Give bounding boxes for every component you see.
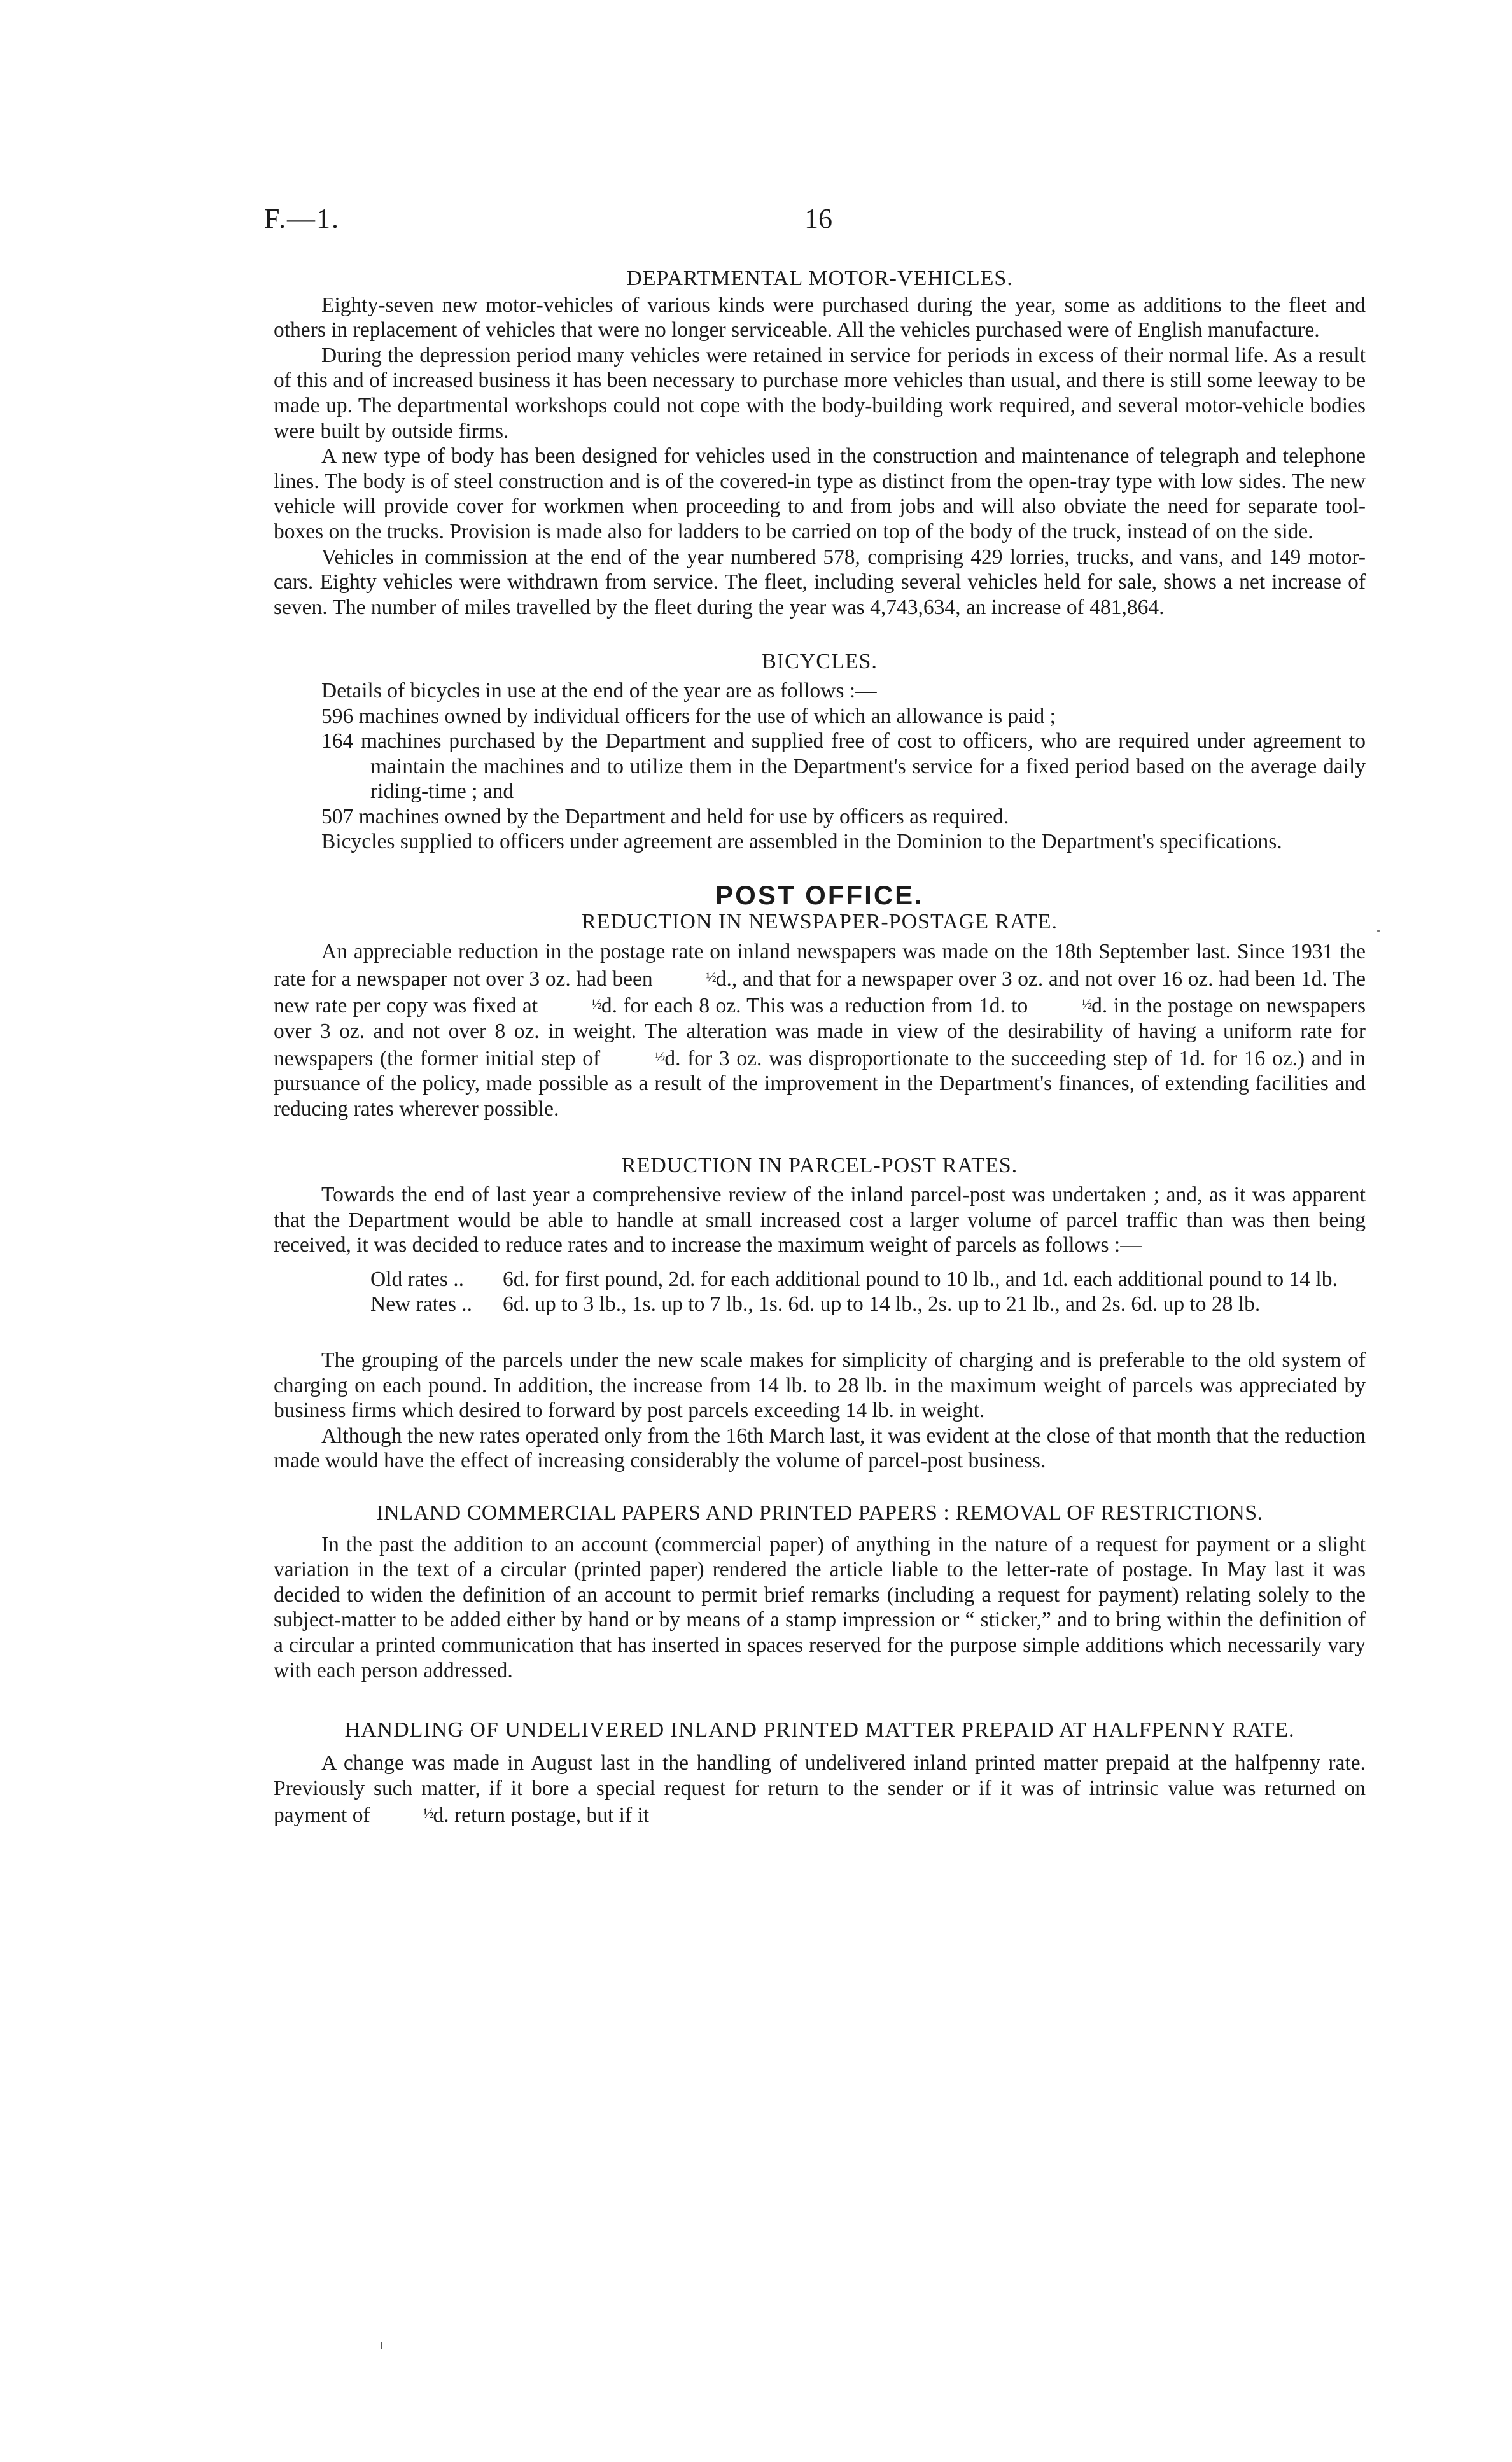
paragraph: A new type of body has been designed for vehicles used in the construction and maintenance of telegraph and telephone lines. The body is of steel construction and is of the covered-in type as distinct from the open-tray type with low sides. The new vehicle will provide cover for workmen when proceeding to and from jobs and will also obviate the need for separate tool-boxes on the trucks. Provision is made also for ladders to be carried on top of the body of the truck, instead of on the side. [274, 444, 1366, 543]
page-number: 16 [804, 203, 832, 234]
scan-speck [1377, 930, 1380, 932]
paragraph: Details of bicycles in use at the end of the year are as follows :— [321, 678, 877, 703]
rate-text: 6d. up to 3 lb., 1s. up to 7 lb., 1s. 6d. up to 14 lb., 2s. up to 21 lb., and 2s. 6d. up to 28 lb. [503, 1292, 1261, 1317]
paragraph: During the depression period many vehicles were retained in service for periods in excess of their normal life. As a result of this and of increased business it has been necessary to purchase more vehicles than usual, and there is still some leeway to be made up. The departmental workshops could not cope with the body-building work required, and several motor-vehicle bodies were built by outside firms. [274, 343, 1366, 443]
page-reference: F.—1. [264, 203, 340, 234]
section-heading-commercial-papers: INLAND COMMERCIAL PAPERS AND PRINTED PAPERS : REMOVAL OF RESTRICTIONS. [376, 1500, 1263, 1525]
rate-row-new [370, 1292, 1366, 1317]
paragraph: Vehicles in commission at the end of the year numbered 578, comprising 429 lorries, trucks, and vans, and 149 motor-cars. Eighty vehicles were withdrawn from service. The fleet, including several vehicles held for sale, shows a net increase of seven. The number of miles travelled by the fleet during the year was 4,743,634, an increase of 481,864. [274, 545, 1366, 619]
paragraph: Eighty-seven new motor-vehicles of various kinds were purchased during the year, some as additions to the fleet and others in replacement of vehicles that were no longer serviceable. All the vehicles purchased were of English manufacture. [274, 293, 1366, 342]
paragraph: In the past the addition to an account (commercial paper) of anything in the nature of a request for payment or a slight variation in the text of a circular (printed paper) rendered the article liable to the letter-rate of postage. In May last it was decided to widen the definition of an account to permit brief remarks (including a request for payment) relating solely to the subject-matter to be added either by hand or by means of a stamp impression or “ sticker,” and to bring within the definition of a circular a printed communication that has inserted in spaces reserved for the purpose simple additions which necessarily vary with each person addressed. [274, 1532, 1366, 1682]
paragraph: The grouping of the parcels under the new scale makes for simplicity of charging and is preferable to the old system of charging on each pound. In addition, the increase from 14 lb. to 28 lb. in the maximum weight of parcels was appreciated by business firms which desired to forward by post parcels exceeding 14 lb. in weight. [274, 1348, 1366, 1423]
paragraph: Bicycles supplied to officers under agreement are assembled in the Dominion to the Department's specifications. [321, 830, 1282, 854]
paragraph: Towards the end of last year a comprehensive review of the inland parcel-post was undertaken ; and, as it was apparent that the Department would be able to handle at small increased cost a larger volume of parcel traffic than was then being received, it was decided to reduce rates and to increase the maximum weight of parcels as follows :— [274, 1183, 1366, 1257]
fraction-half: ½ [1081, 996, 1092, 1012]
page-content [274, 266, 1366, 1828]
fraction-half: ½ [654, 1048, 665, 1065]
section-heading-undelivered-matter: HANDLING OF UNDELIVERED INLAND PRINTED MATTER PREPAID AT HALFPENNY RATE. [344, 1718, 1295, 1742]
paragraph: Although the new rates operated only from the 16th March last, it was evident at the close of that month that the reduction made would have the effect of increasing considerably the volume of parcel-post business. [274, 1423, 1366, 1473]
fraction-half: ½ [423, 1805, 433, 1822]
bicycle-list [274, 704, 1366, 830]
section-heading-motor-vehicles: DEPARTMENTAL MOTOR-VEHICLES. [626, 267, 1013, 290]
fraction-half: ½ [591, 996, 601, 1012]
scan-speck [381, 2342, 382, 2349]
section-heading-post-office: POST OFFICE. [715, 880, 924, 911]
rate-label: Old rates .. [370, 1267, 464, 1291]
rate-row-old [370, 1267, 1366, 1292]
fraction-half: ½ [706, 969, 716, 985]
list-item: 507 machines owned by the Department and held for use by officers as required. [321, 804, 1009, 829]
list-item: 596 machines owned by individual officers for the use of which an allowance is paid ; [321, 704, 1056, 728]
section-heading-newspaper-postage: REDUCTION IN NEWSPAPER-POSTAGE RATE. [582, 909, 1058, 934]
paragraph: A change was made in August last in the handling of undelivered inland printed matter prepaid at the halfpenny rate. Previously such matter, if it bore a special request for return to the sender or if it was of intrinsic value was returned on payment of ½d. return postage, but if it [274, 1751, 1366, 1828]
rate-label: New rates .. [370, 1292, 472, 1317]
section-heading-bicycles: BICYCLES. [762, 650, 878, 674]
rate-text: 6d. for first pound, 2d. for each additional pound to 10 lb., and 1d. each additional pound to 14 lb. [503, 1267, 1338, 1291]
list-item: 164 machines purchased by the Department and supplied free of cost to officers, who are required under agreement to maintain the machines and to utilize them in the Department's service for a fixed period based on the average daily riding-time ; and [321, 729, 1366, 804]
paragraph: An appreciable reduction in the postage rate on inland newspapers was made on the 18th September last. Since 1931 the rate for a newspaper not over 3 oz. had been ½d., and that for a newspaper over 3 oz. and not over 16 oz. had been 1d. The new rate per copy was fixed at ½d. for each 8 oz. This was a reduction from 1d. to ½d. in the postage on newspapers over 3 oz. and not over 8 oz. in weight. The alteration was made in view of the desirability of having a uniform rate for newspapers (the former initial step of ½d. for 3 oz. was disproportionate to the succeeding step of 1d. for 16 oz.) and in pursuance of the policy, made possible as a result of the improvement in the Department's finances, of extending facilities and reducing rates wherever possible. [274, 940, 1366, 1121]
section-heading-parcel-post: REDUCTION IN PARCEL-POST RATES. [621, 1154, 1018, 1178]
rates-table [274, 1267, 1366, 1317]
